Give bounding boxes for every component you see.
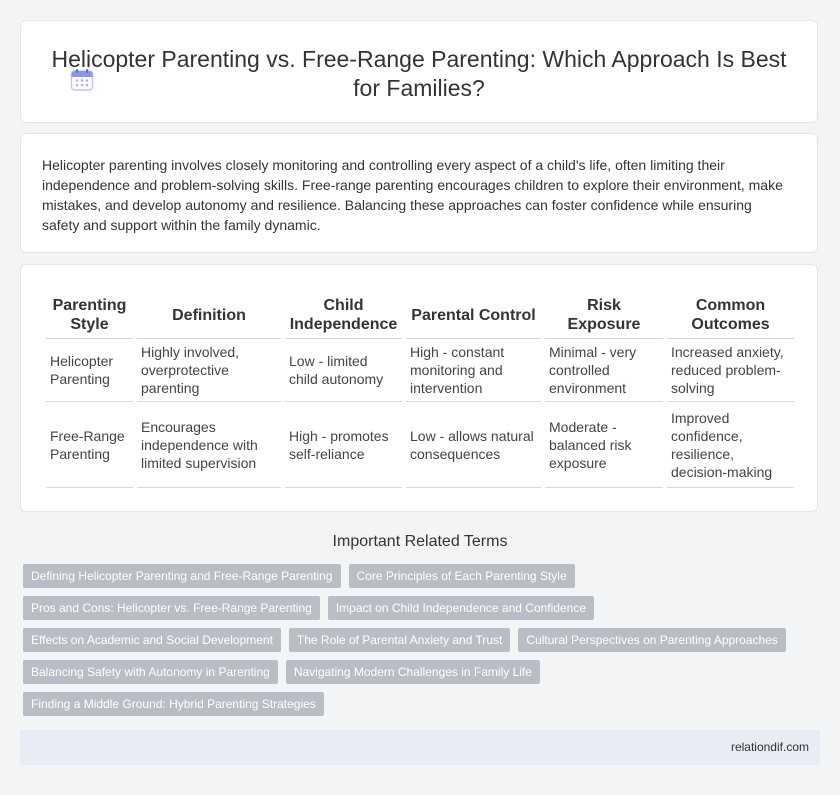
related-term-tag[interactable]: Cultural Perspectives on Parenting Approaches bbox=[518, 628, 785, 652]
table-cell: High - constant monitoring and intervention bbox=[406, 339, 541, 402]
related-terms-list bbox=[23, 564, 813, 724]
related-term-tag[interactable]: The Role of Parental Anxiety and Trust bbox=[289, 628, 510, 652]
related-term-tag[interactable]: Balancing Safety with Autonomy in Parenting bbox=[23, 660, 278, 684]
column-header: Parenting Style bbox=[46, 292, 133, 339]
related-term-tag[interactable]: Navigating Modern Challenges in Family Life bbox=[286, 660, 540, 684]
column-header: Risk Exposure bbox=[545, 292, 663, 339]
table-cell: Free-Range Parenting bbox=[46, 402, 133, 488]
related-term-tag[interactable]: Defining Helicopter Parenting and Free-Range Parenting bbox=[23, 564, 341, 588]
footer-site-link[interactable]: relationdif.com bbox=[730, 740, 809, 754]
table-row bbox=[46, 402, 794, 488]
table-row bbox=[46, 339, 794, 402]
table-cell: Low - allows natural consequences bbox=[406, 402, 541, 488]
intro-card bbox=[20, 133, 818, 253]
footer bbox=[20, 730, 820, 765]
intro-text: Helicopter parenting involves closely monitoring and controlling every aspect of a child's life, often limiting their independence and problem-solving skills. Free-range parenting encourages children to explore their environment, make mistakes, and develop autonomy and resilience. Balancing these approaches can foster confidence while ensuring safety and support within the family dynamic. bbox=[42, 157, 783, 233]
related-term-tag[interactable]: Pros and Cons: Helicopter vs. Free-Range Parenting bbox=[23, 596, 320, 620]
table-cell: Highly involved, overprotective parenting bbox=[137, 339, 281, 402]
related-term-tag[interactable]: Impact on Child Independence and Confidence bbox=[328, 596, 594, 620]
table-header-row bbox=[46, 292, 794, 339]
column-header: Common Outcomes bbox=[667, 292, 794, 339]
table-cell: Encourages independence with limited supervision bbox=[137, 402, 281, 488]
page-title: Helicopter Parenting vs. Free-Range Parenting: Which Approach Is Best for Families? bbox=[51, 46, 787, 101]
table-cell: Improved confidence, resilience, decision-making bbox=[667, 402, 794, 488]
related-term-tag[interactable]: Effects on Academic and Social Development bbox=[23, 628, 281, 652]
table-cell: Increased anxiety, reduced problem-solving bbox=[667, 339, 794, 402]
related-term-tag[interactable]: Core Principles of Each Parenting Style bbox=[349, 564, 575, 588]
title-card bbox=[20, 20, 818, 123]
related-terms-heading: Important Related Terms bbox=[332, 533, 508, 550]
column-header: Parental Control bbox=[406, 292, 541, 339]
column-header: Child Independence bbox=[285, 292, 402, 339]
table-cell: Helicopter Parenting bbox=[46, 339, 133, 402]
comparison-table-card bbox=[20, 264, 818, 512]
comparison-table bbox=[42, 292, 798, 488]
table-cell: Moderate - balanced risk exposure bbox=[545, 402, 663, 488]
column-header: Definition bbox=[137, 292, 281, 339]
related-term-tag[interactable]: Finding a Middle Ground: Hybrid Parenting Strategies bbox=[23, 692, 324, 716]
table-cell: High - promotes self-reliance bbox=[285, 402, 402, 488]
table-cell: Low - limited child autonomy bbox=[285, 339, 402, 402]
table-cell: Minimal - very controlled environment bbox=[545, 339, 663, 402]
